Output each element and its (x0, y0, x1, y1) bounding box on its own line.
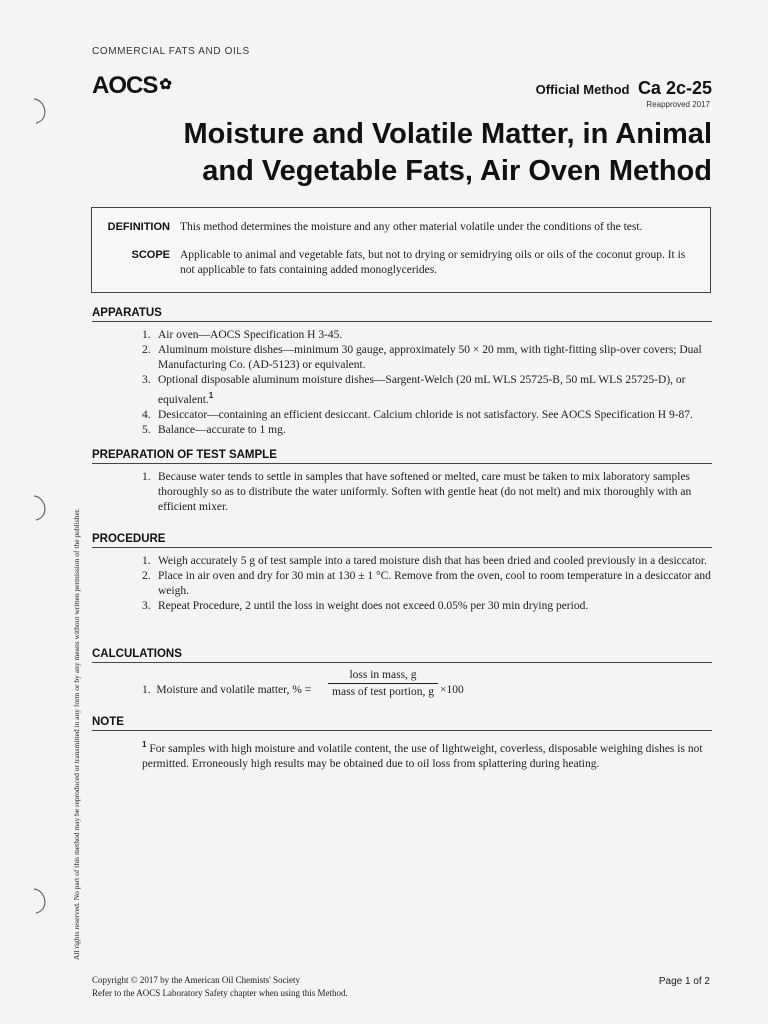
punch-hole-mark (30, 886, 52, 916)
aocs-logo (92, 72, 171, 100)
note-heading: NOTE (92, 716, 712, 731)
list-item: 2. Place in air oven and dry for 30 min at 130 ± 1 °C. Remove from the oven, cool to room temperature in a desiccator and weigh. (142, 570, 711, 597)
definition-scope-box (91, 207, 711, 293)
preparation-list (92, 470, 712, 515)
footnote-marker: 1 (208, 391, 214, 400)
calculations-section (92, 648, 712, 713)
formula-lhs: Moisture and volatile matter, % = (156, 684, 312, 696)
calculations-heading: CALCULATIONS (92, 648, 712, 663)
procedure-heading: PROCEDURE (92, 533, 712, 548)
list-item: 1. Because water tends to settle in samples that have softened or melted, care must be taken to mix laboratory samples thoroughly so as to distribute the water uniformly. Soften with gentle heat (do not melt) and mix thoroughly with an efficient mixer. (142, 471, 692, 513)
footnote-marker: 1 (142, 740, 147, 749)
method-designation (536, 78, 712, 99)
title-line-1: Moisture and Volatile Matter, in Animal (183, 118, 712, 150)
apparatus-section (92, 307, 712, 438)
apparatus-heading: APPARATUS (92, 307, 712, 322)
list-item: 5. Balance—accurate to 1 mg. (142, 423, 286, 436)
punch-hole-mark (30, 96, 52, 126)
procedure-section (92, 533, 712, 614)
method-label: Official Method (535, 82, 630, 97)
preparation-heading: PREPARATION OF TEST SAMPLE (92, 449, 712, 464)
preparation-section (92, 449, 712, 515)
safety-line: Refer to the AOCS Laboratory Safety chapter when using this Method. (92, 988, 348, 998)
title-line-2: and Vegetable Fats, Air Oven Method (202, 155, 712, 187)
method-number: Ca 2c-25 (637, 78, 712, 98)
list-item: 3. Optional disposable aluminum moisture dishes—Sargent-Welch (20 mL WLS 25725-B, 50 mL WLS 25725-D), or equivalent.$^1$ (142, 374, 686, 406)
footer-copyright (92, 974, 348, 1000)
definition-label: DEFINITION (107, 221, 170, 233)
copyright-side-notice: All rights reserved. No part of this method may be reproduced or transmitted in any form or by any means without written permission of the publisher. (72, 508, 81, 960)
page-title (152, 116, 712, 190)
apparatus-list (92, 328, 712, 438)
note-text: $^1$ For samples with high moisture and volatile content, the use of lightweight, coverless, disposable weighing dishes is not permitted. Erroneously high results may be obtained due to oil loss from splattering during heating. (142, 740, 703, 770)
note-section (92, 716, 712, 772)
logo-text: AOCS (92, 72, 158, 99)
logo-flower-icon: ✿ (159, 76, 171, 93)
punch-hole-mark (30, 493, 52, 523)
formula-fraction (328, 669, 438, 698)
procedure-list (92, 554, 712, 614)
formula-multiplier: ×100 (440, 684, 464, 696)
formula-numerator: loss in mass, g (328, 669, 438, 684)
list-item: 2. Aluminum moisture dishes—minimum 30 gauge, approximately 50 × 20 mm, with tight-fitting slip-over covers; Dual Manufacturing Co. (AD-5123) or equivalent. (142, 344, 702, 371)
page-number: Page 1 of 2 (658, 976, 710, 987)
reapproved-date: Reapproved 2017 (646, 100, 710, 109)
section-category: COMMERCIAL FATS AND OILS (92, 46, 250, 57)
list-item: 3. Repeat Procedure, 2 until the loss in weight does not exceed 0.05% per 30 min drying period. (142, 600, 589, 612)
scope-text: Applicable to animal and vegetable fats, but not to drying or semidrying oils or oils of the coconut group. It is not applicable to fats containing added monoglycerides. (180, 249, 686, 276)
list-item: 1. Air oven—AOCS Specification H 3-45. (142, 329, 343, 341)
definition-text: This method determines the moisture and any other material volatile under the conditions of the test. (180, 221, 643, 233)
list-item: 4. Desiccator—containing an efficient desiccant. Calcium chloride is not satisfactory. See AOCS Specification H 9-87. (142, 408, 693, 421)
scope-label: SCOPE (131, 249, 170, 261)
list-item: 1. Weigh accurately 5 g of test sample into a tared moisture dish that has been dried and cooled previously in a desiccator. (142, 555, 707, 567)
formula-denominator: mass of test portion, g (332, 686, 434, 698)
moisture-formula: 1. Moisture and volatile matter, % = loss in mass, g mass of test portion, g ×100 (142, 669, 464, 698)
copyright-line: Copyright © 2017 by the American Oil Chemists' Society (92, 975, 300, 985)
